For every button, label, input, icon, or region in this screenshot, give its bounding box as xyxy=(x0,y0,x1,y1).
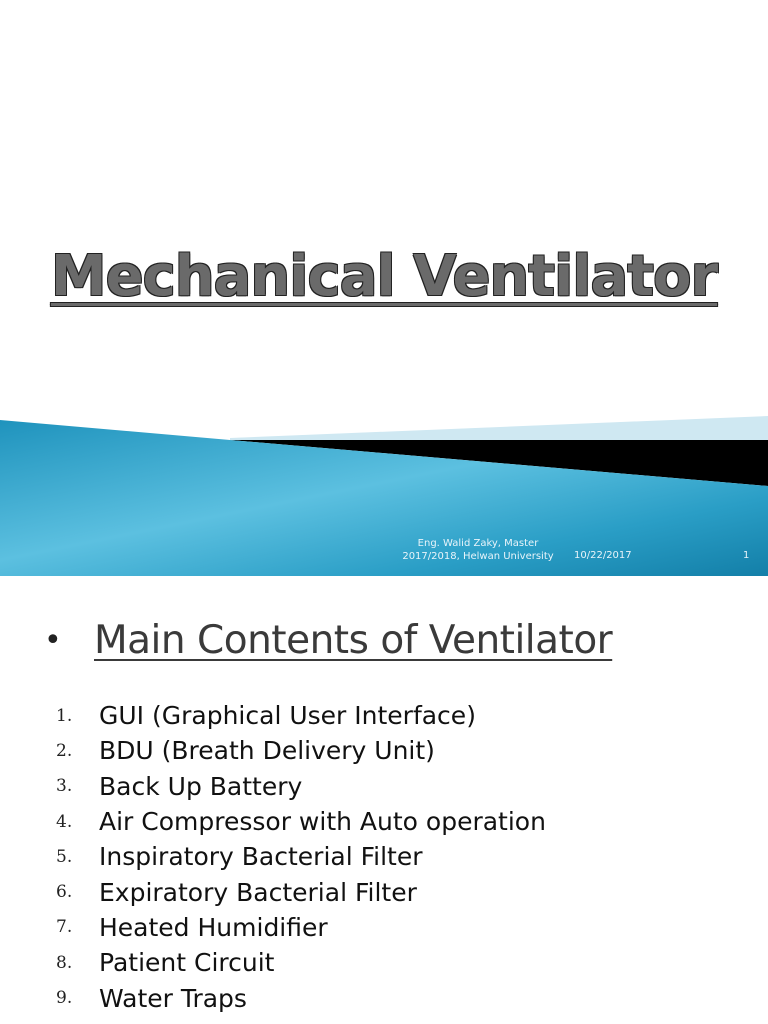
list-item xyxy=(56,698,546,733)
item-text: Expiratory Bacterial Filter xyxy=(99,877,417,907)
list-item xyxy=(56,910,546,945)
list-item xyxy=(56,733,546,768)
contents-slide xyxy=(0,576,768,1024)
slide-heading: Main Contents of Ventilator xyxy=(94,618,613,663)
list-item xyxy=(56,874,546,909)
item-text: Air Compressor with Auto operation xyxy=(99,807,546,837)
item-text: Inspiratory Bacterial Filter xyxy=(99,842,423,872)
item-number: 7. xyxy=(56,917,73,938)
list-item xyxy=(56,769,546,804)
list-item xyxy=(56,945,546,980)
item-number: 4. xyxy=(56,811,73,832)
item-number: 9. xyxy=(56,988,73,1009)
list-item xyxy=(56,804,546,839)
item-text: Heated Humidifier xyxy=(99,912,328,942)
item-number: 8. xyxy=(56,952,73,973)
item-number: 5. xyxy=(56,846,73,867)
footer-date: 10/22/2017 xyxy=(574,550,632,561)
item-text: GUI (Graphical User Interface) xyxy=(99,701,476,731)
footer-author-line2: 2017/2018, Helwan University xyxy=(402,551,554,562)
decorative-banner xyxy=(0,410,768,576)
bullet-icon: • xyxy=(44,623,62,658)
item-text: Water Traps xyxy=(99,983,247,1013)
item-text: BDU (Breath Delivery Unit) xyxy=(99,736,435,766)
item-text: Patient Circuit xyxy=(99,948,275,978)
banner-pale-stripe xyxy=(230,416,768,440)
list-item xyxy=(56,839,546,874)
item-number: 2. xyxy=(56,740,73,761)
contents-list xyxy=(56,698,546,1016)
list-item xyxy=(56,980,546,1015)
item-number: 1. xyxy=(56,705,73,726)
item-number: 6. xyxy=(56,882,73,903)
footer-page-number: 1 xyxy=(743,550,750,561)
footer-author-line1: Eng. Walid Zaky, Master xyxy=(417,538,539,549)
slide-title: Mechanical Ventilator xyxy=(50,244,718,309)
item-text: Back Up Battery xyxy=(99,771,303,801)
footer-author xyxy=(398,537,558,563)
item-number: 3. xyxy=(56,776,73,797)
heading-row xyxy=(44,618,612,663)
